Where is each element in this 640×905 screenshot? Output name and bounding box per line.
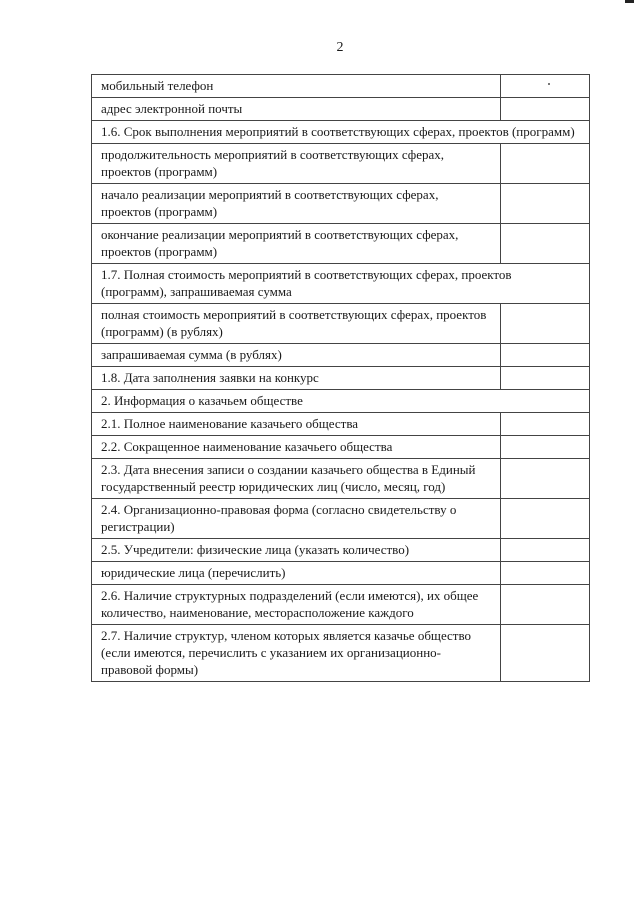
form-row-label: 2.3. Дата внесения записи о создании казачьего общества в Единый государственный реестр юридических лиц (число, месяц, год) [92,459,501,499]
form-row-value-field[interactable] [501,304,590,344]
form-row-value-field[interactable] [501,184,590,224]
form-row-label: 2.1. Полное наименование казачьего общества [92,413,501,436]
form-row [92,224,590,264]
form-row-label: продолжительность мероприятий в соответствующих сферах, проектов (программ) [92,144,501,184]
form-row [92,144,590,184]
form-row-label: 2. Информация о казачьем обществе [92,390,590,413]
form-row [92,184,590,224]
form-row-label: 2.6. Наличие структурных подразделений (если имеются), их общее количество, наименование, месторасположение каждого [92,585,501,625]
form-row-label: 2.5. Учредители: физические лица (указать количество) [92,539,501,562]
form-row-label: 2.7. Наличие структур, членом которых является казачье общество (если имеются, перечислить с указанием их организационно-правовой формы) [92,625,501,682]
form-row-value-field[interactable] [501,499,590,539]
form-row-label: 2.2. Сокращенное наименование казачьего общества [92,436,501,459]
form-row-value-field[interactable] [501,436,590,459]
form-row-value-field[interactable] [501,367,590,390]
form-row [92,499,590,539]
form-row-label: 1.8. Дата заполнения заявки на конкурс [92,367,501,390]
form-row [92,367,590,390]
form-row-value-field[interactable] [501,562,590,585]
form-row-label: адрес электронной почты [92,98,501,121]
form-row [92,121,590,144]
form-row-value-field[interactable] [501,144,590,184]
form-row-label: полная стоимость мероприятий в соответствующих сферах, проектов (программ) (в рублях) [92,304,501,344]
page-number: 2 [336,40,344,55]
form-row-label: запрашиваемая сумма (в рублях) [92,344,501,367]
application-form-table [91,74,590,682]
form-row-value-field[interactable] [501,585,590,625]
form-row-value-field[interactable] [501,344,590,367]
form-row [92,625,590,682]
form-table-body [92,75,590,682]
form-row [92,436,590,459]
form-row-value-field[interactable] [501,98,590,121]
form-row [92,562,590,585]
form-row [92,390,590,413]
form-row [92,413,590,436]
form-row [92,75,590,98]
form-row-value-field[interactable] [501,459,590,499]
form-row [92,344,590,367]
form-row [92,98,590,121]
form-row [92,264,590,304]
form-row [92,585,590,625]
form-row-value-field[interactable] [501,625,590,682]
form-row [92,304,590,344]
form-row-label: 1.6. Срок выполнения мероприятий в соответствующих сферах, проектов (программ) [92,121,590,144]
scan-corner-mark [625,0,634,3]
form-row-label: 1.7. Полная стоимость мероприятий в соответствующих сферах, проектов (программ), запрашиваемая сумма [92,264,590,304]
form-row-value-field[interactable] [501,224,590,264]
form-row-label: начало реализации мероприятий в соответствующих сферах, проектов (программ) [92,184,501,224]
scan-speck [548,83,550,85]
form-row-value-field[interactable] [501,75,590,98]
form-row-label: 2.4. Организационно-правовая форма (согласно свидетельству о регистрации) [92,499,501,539]
form-row-label: окончание реализации мероприятий в соответствующих сферах, проектов (программ) [92,224,501,264]
form-row-label: юридические лица (перечислить) [92,562,501,585]
form-row-label: мобильный телефон [92,75,501,98]
form-row [92,459,590,499]
form-row [92,539,590,562]
form-row-value-field[interactable] [501,539,590,562]
form-row-value-field[interactable] [501,413,590,436]
